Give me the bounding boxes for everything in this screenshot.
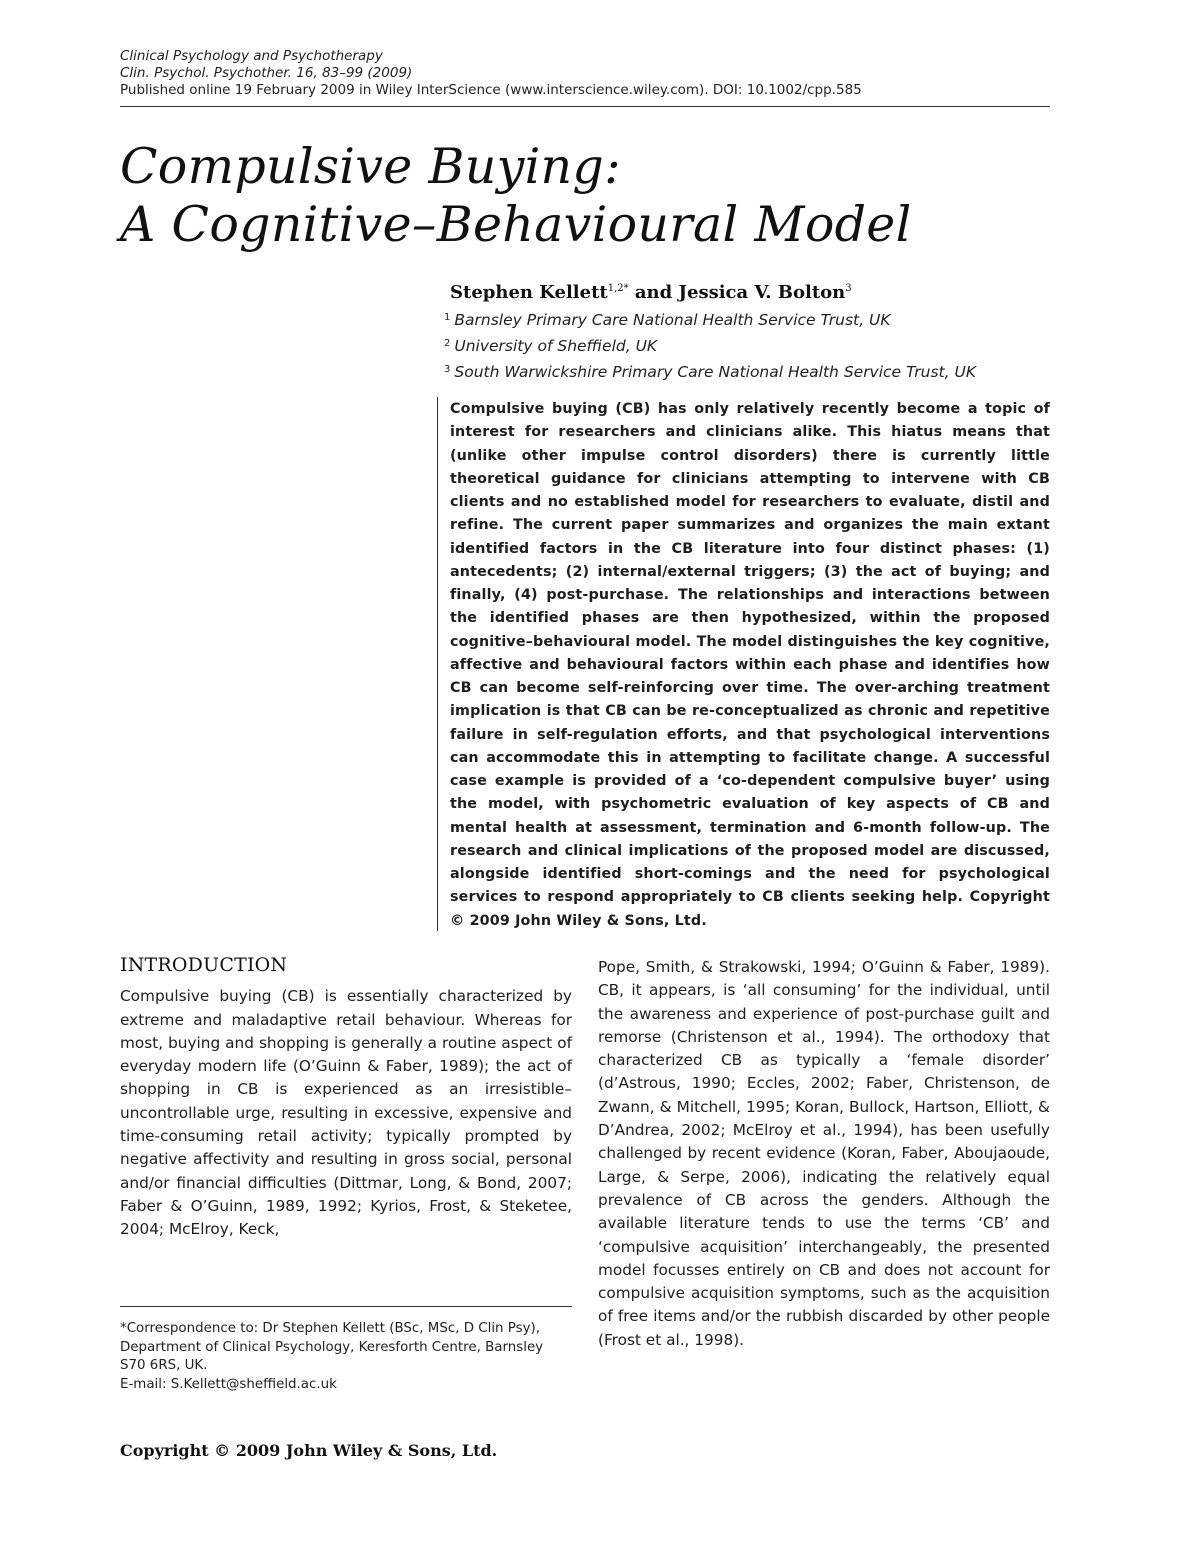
left-column (120, 954, 572, 1242)
article-title (120, 138, 1080, 254)
affiliation-3-number: 3 (444, 364, 451, 375)
introduction-heading: INTRODUCTION (120, 954, 288, 976)
title-line-1: Compulsive Buying: (120, 138, 621, 195)
affiliation-3-text: South Warwickshire Primary Care National Health Service Trust, UK (454, 363, 977, 381)
journal-citation: Clin. Psychol. Psychother. 16, 83–99 (2009) (120, 65, 413, 81)
correspondence-email: E-mail: S.Kellett@sheffield.ac.uk (120, 1376, 337, 1392)
author-2-marks: 3 (845, 283, 852, 294)
author-2: Jessica V. Bolton (678, 282, 846, 303)
affiliation-1 (444, 306, 1084, 332)
affiliations (444, 306, 1084, 384)
abstract-side-rule (437, 397, 438, 931)
affiliation-1-number: 1 (444, 312, 451, 323)
affiliation-2 (444, 332, 1084, 358)
published-line: Published online 19 February 2009 in Wiley InterScience (www.interscience.wiley.com). DOI: 10.1002/cpp.585 (120, 82, 862, 98)
abstract: Compulsive buying (CB) has only relatively recently become a topic of interest for researchers and clinicians alike. This hiatus means that (unlike other impulse control disorders) there is currently little theoretical guidance for clinicians attempting to intervene with CB clients and no established model for researchers to evaluate, distil and refine. The current paper summarizes and organizes the main extant identified factors in the CB literature into four distinct phases: (1) antecedents; (2) internal/external triggers; (3) the act of buying; and finally, (4) post-purchase. The relationships and interactions between the identified phases are then hypothesized, within the proposed cognitive–behavioural model. The model distinguishes the key cognitive, affective and behavioural factors within each phase and identifies how CB can become self-reinforcing over time. The over-arching treatment implication is that CB can be re-conceptualized as chronic and repetitive failure in self-regulation efforts, and that psychological interventions can accommodate this in attempting to facilitate change. A successful case example is provided of a ‘co-dependent compulsive buyer’ using the model, with psychometric evaluation of key aspects of CB and mental health at assessment, termination and 6-month follow-up. The research and clinical implications of the proposed model are discussed, alongside identified short-comings and the need for psychological services to respond appropriately to CB clients seeking help. Copyright © 2009 John Wiley & Sons, Ltd. (450, 401, 1050, 929)
introduction-paragraph-left: Compulsive buying (CB) is essentially characterized by extreme and maladaptive retail behaviour. Whereas for most, buying and shopping is generally a routine aspect of everyday modern life (O’Guinn & Faber, 1989); the act of shopping in CB is experienced as an irresistible–uncontrollable urge, resulting in excessive, expensive and time-consuming retail activity; typically prompted by negative affectivity and resulting in gross social, personal and/or financial difficulties (Dittmar, Long, & Bond, 2007; Faber & O’Guinn, 1989, 1992; Kyrios, Frost, & Steketee, 2004; McElroy, Keck, (120, 987, 572, 1239)
correspondence-footnote (120, 1320, 572, 1394)
header-rule (120, 106, 1050, 107)
affiliation-2-text: University of Sheffield, UK (454, 337, 658, 355)
copyright-footer: Copyright © 2009 John Wiley & Sons, Ltd. (120, 1441, 498, 1460)
title-line-2: A Cognitive–Behavioural Model (120, 196, 912, 253)
author-1: Stephen Kellett (450, 282, 608, 303)
author-conjunction: and (628, 282, 679, 303)
affiliation-3 (444, 358, 1084, 384)
affiliation-2-number: 2 (444, 338, 451, 349)
author-1-marks: 1,2* (607, 283, 629, 294)
journal-name: Clinical Psychology and Psychotherapy (120, 48, 383, 64)
correspondence-address: *Correspondence to: Dr Stephen Kellett (BSc, MSc, D Clin Psy), Department of Clinical Psychology, Keresforth Centre, Barnsley S70 6RS, UK. (120, 1321, 544, 1374)
journal-header (120, 48, 1050, 99)
introduction-paragraph-right: Pope, Smith, & Strakowski, 1994; O’Guinn & Faber, 1989). CB, it appears, is ‘all consuming’ for the individual, until the awareness and experience of post-purchase guilt and remorse (Christenson et al., 1994). The orthodoxy that characterized CB as typically a ‘female disorder’ (d’Astrous, 1990; Eccles, 2002; Faber, Christenson, de Zwann, & Mitchell, 1995; Koran, Bullock, Hartson, Elliott, & D’Andrea, 2002; McElroy et al., 1994), has been usefully challenged by recent evidence (Koran, Faber, Aboujaoude, Large, & Serpe, 2006), indicating the relatively equal prevalence of CB across the genders. Although the available literature tends to use the terms ‘CB’ and ‘compulsive acquisition’ interchangeably, the presented model focusses entirely on CB and does not account for compulsive acquisition symptoms, such as the acquisition of free items and/or the rubbish discarded by other people (Frost et al., 1998). (598, 958, 1050, 1349)
footnote-rule (120, 1306, 572, 1307)
affiliation-1-text: Barnsley Primary Care National Health Service Trust, UK (454, 311, 891, 329)
right-column (598, 956, 1050, 1352)
author-list (450, 282, 1070, 303)
